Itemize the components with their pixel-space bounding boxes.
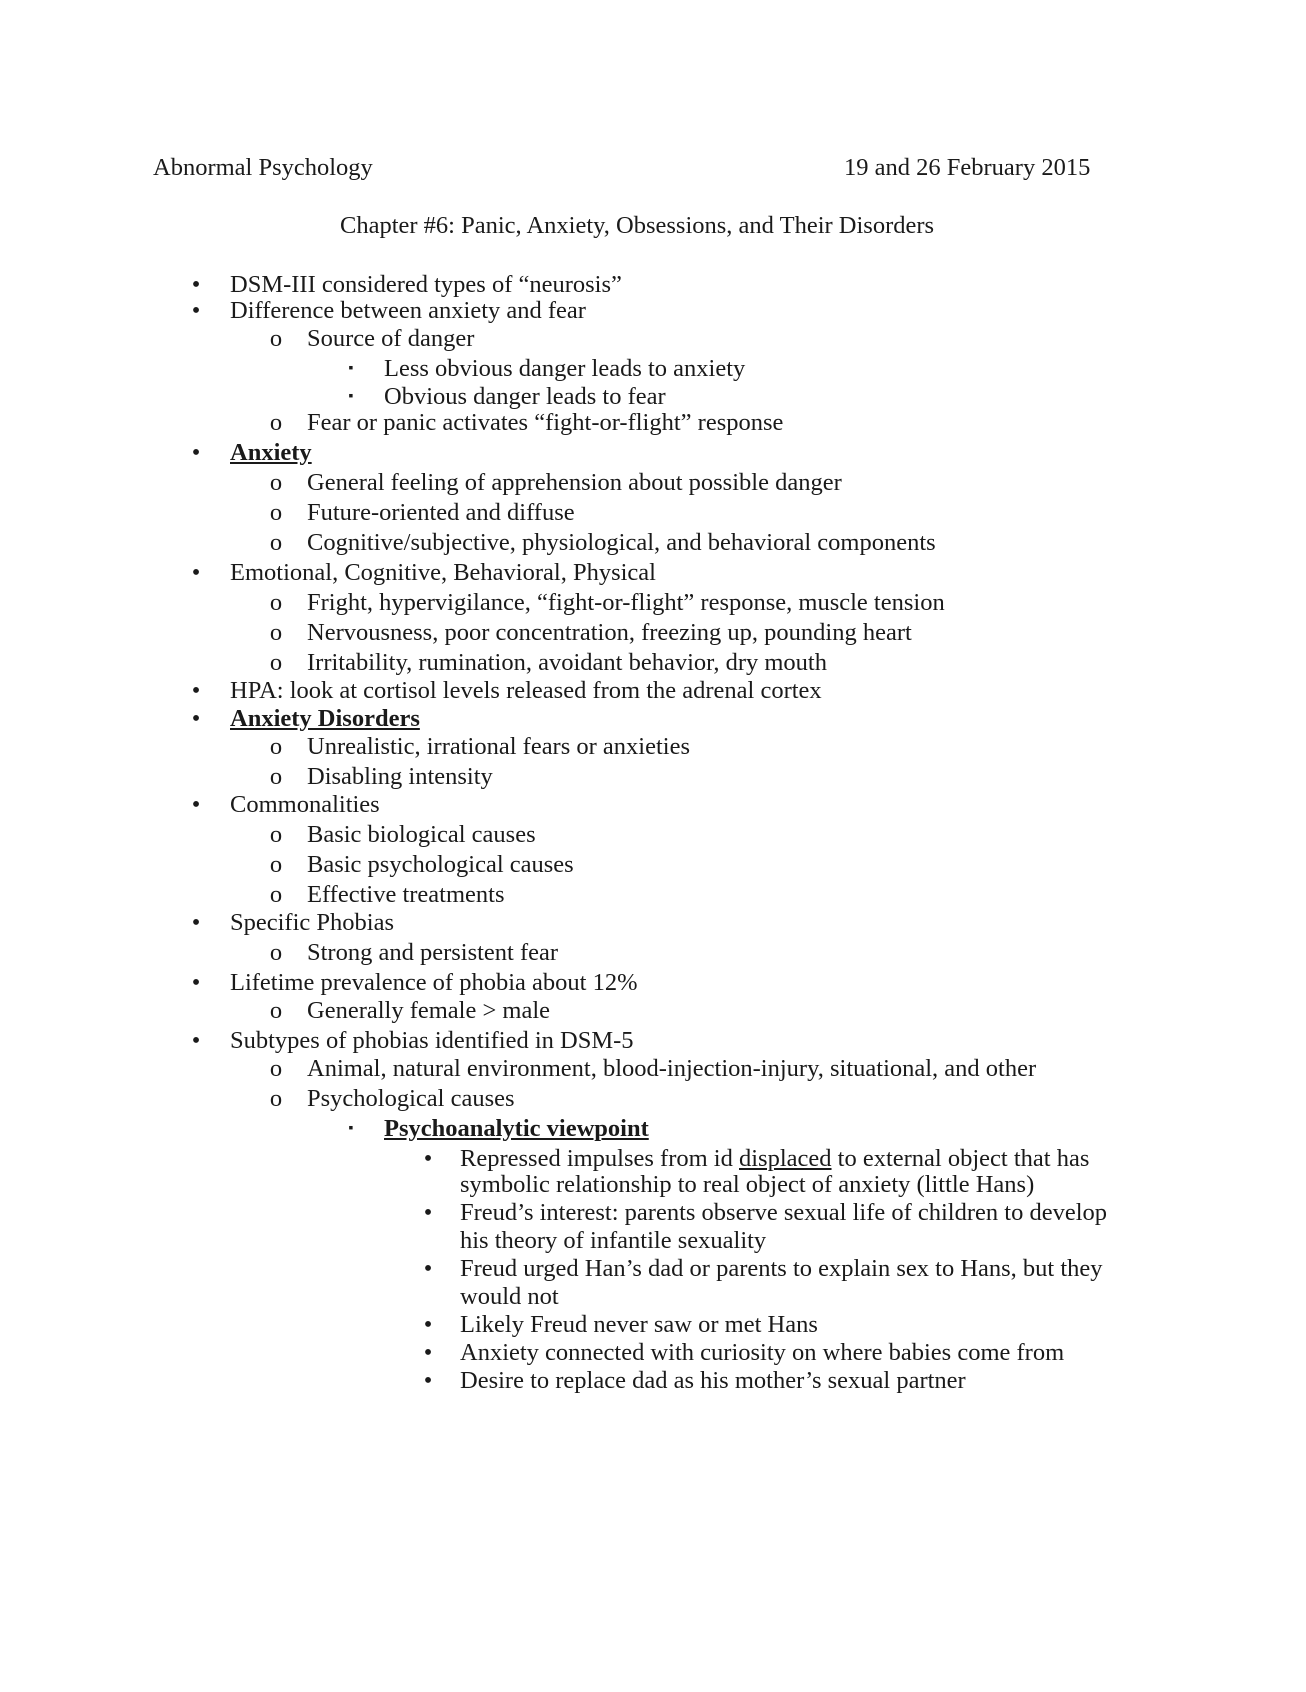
- circle-bullet-icon: o: [269, 939, 283, 966]
- list-item: [0, 1114, 1306, 1144]
- list-item: o Strong and persistent fear: [0, 938, 1306, 968]
- list-item-continuation: symbolic relationship to real object of anxiety (little Hans): [460, 1171, 1035, 1198]
- bullet-icon: •: [191, 559, 201, 586]
- list-item: o Future-oriented and diffuse: [0, 498, 1306, 528]
- list-item: • Specific Phobias: [0, 908, 1306, 938]
- list-item: o Effective treatments: [0, 880, 1306, 910]
- circle-bullet-icon: o: [269, 1055, 283, 1082]
- bullet-icon: •: [191, 969, 201, 996]
- circle-bullet-icon: o: [269, 851, 283, 878]
- list-item: • Lifetime prevalence of phobia about 12%: [0, 968, 1306, 998]
- list-item: o Unrealistic, irrational fears or anxieties: [0, 732, 1306, 762]
- list-item: • DSM-III considered types of “neurosis”: [0, 270, 1306, 300]
- section-heading: Anxiety: [230, 439, 312, 466]
- list-item: [0, 704, 1306, 734]
- list-item: • Repressed impulses from id displaced to external object that has: [0, 1144, 1306, 1174]
- bullet-icon: •: [423, 1145, 433, 1172]
- bullet-icon: •: [191, 909, 201, 936]
- section-heading: Anxiety Disorders: [230, 705, 420, 732]
- list-item-continuation: would not: [460, 1283, 559, 1310]
- list-item: • Subtypes of phobias identified in DSM-5: [0, 1026, 1306, 1056]
- bullet-icon: •: [191, 271, 201, 298]
- circle-bullet-icon: o: [269, 763, 283, 790]
- circle-bullet-icon: o: [269, 997, 283, 1024]
- circle-bullet-icon: o: [269, 821, 283, 848]
- list-item: ▪ Obvious danger leads to fear: [0, 382, 1306, 412]
- list-item: • HPA: look at cortisol levels released from the adrenal cortex: [0, 676, 1306, 706]
- list-item: • Difference between anxiety and fear: [0, 296, 1306, 326]
- bullet-icon: •: [191, 705, 201, 732]
- circle-bullet-icon: o: [269, 881, 283, 908]
- list-item: o Basic psychological causes: [0, 850, 1306, 880]
- bullet-icon: •: [423, 1311, 433, 1338]
- list-item-continuation: his theory of infantile sexuality: [460, 1227, 767, 1254]
- list-item: • Freud urged Han’s dad or parents to explain sex to Hans, but they: [0, 1254, 1306, 1284]
- list-item: o Generally female > male: [0, 996, 1306, 1026]
- list-item: o Fear or panic activates “fight-or-flight” response: [0, 408, 1306, 438]
- list-item: • Emotional, Cognitive, Behavioral, Physical: [0, 558, 1306, 588]
- list-item: • Freud’s interest: parents observe sexual life of children to develop: [0, 1198, 1306, 1228]
- list-item: o Psychological causes: [0, 1084, 1306, 1114]
- bullet-icon: •: [423, 1367, 433, 1394]
- circle-bullet-icon: o: [269, 649, 283, 676]
- notes-outline: [0, 270, 1306, 1440]
- square-bullet-icon: ▪: [348, 361, 354, 376]
- list-item: o Fright, hypervigilance, “fight-or-flight” response, muscle tension: [0, 588, 1306, 618]
- bullet-icon: •: [191, 439, 201, 466]
- list-item: • Desire to replace dad as his mother’s sexual partner: [0, 1366, 1306, 1396]
- course-name: Abnormal Psychology: [153, 154, 373, 181]
- bullet-icon: •: [423, 1255, 433, 1282]
- section-heading: Psychoanalytic viewpoint: [384, 1115, 649, 1142]
- circle-bullet-icon: o: [269, 409, 283, 436]
- list-item: o Disabling intensity: [0, 762, 1306, 792]
- bullet-icon: •: [191, 677, 201, 704]
- list-item: o Animal, natural environment, blood-injection-injury, situational, and other: [0, 1054, 1306, 1084]
- list-item: ▪ Less obvious danger leads to anxiety: [0, 354, 1306, 384]
- list-item: o Cognitive/subjective, physiological, and behavioral components: [0, 528, 1306, 558]
- bullet-icon: •: [191, 1027, 201, 1054]
- circle-bullet-icon: o: [269, 1085, 283, 1112]
- list-item: o Irritability, rumination, avoidant behavior, dry mouth: [0, 648, 1306, 678]
- circle-bullet-icon: o: [269, 733, 283, 760]
- square-bullet-icon: ▪: [348, 1121, 354, 1136]
- list-item: o General feeling of apprehension about possible danger: [0, 468, 1306, 498]
- bullet-icon: •: [423, 1199, 433, 1226]
- bullet-icon: •: [423, 1339, 433, 1366]
- circle-bullet-icon: o: [269, 499, 283, 526]
- list-item: o Nervousness, poor concentration, freezing up, pounding heart: [0, 618, 1306, 648]
- bullet-icon: •: [191, 297, 201, 324]
- list-item: o Source of danger: [0, 324, 1306, 354]
- list-item: • Anxiety connected with curiosity on where babies come from: [0, 1338, 1306, 1368]
- list-item: [0, 438, 1306, 468]
- circle-bullet-icon: o: [269, 589, 283, 616]
- list-item: • Commonalities: [0, 790, 1306, 820]
- square-bullet-icon: ▪: [348, 389, 354, 404]
- list-item: • Likely Freud never saw or met Hans: [0, 1310, 1306, 1340]
- chapter-title: Chapter #6: Panic, Anxiety, Obsessions, and Their Disorders: [340, 212, 935, 239]
- circle-bullet-icon: o: [269, 619, 283, 646]
- circle-bullet-icon: o: [269, 469, 283, 496]
- lecture-dates: 19 and 26 February 2015: [844, 154, 1091, 181]
- list-item: o Basic biological causes: [0, 820, 1306, 850]
- circle-bullet-icon: o: [269, 325, 283, 352]
- bullet-icon: •: [191, 791, 201, 818]
- circle-bullet-icon: o: [269, 529, 283, 556]
